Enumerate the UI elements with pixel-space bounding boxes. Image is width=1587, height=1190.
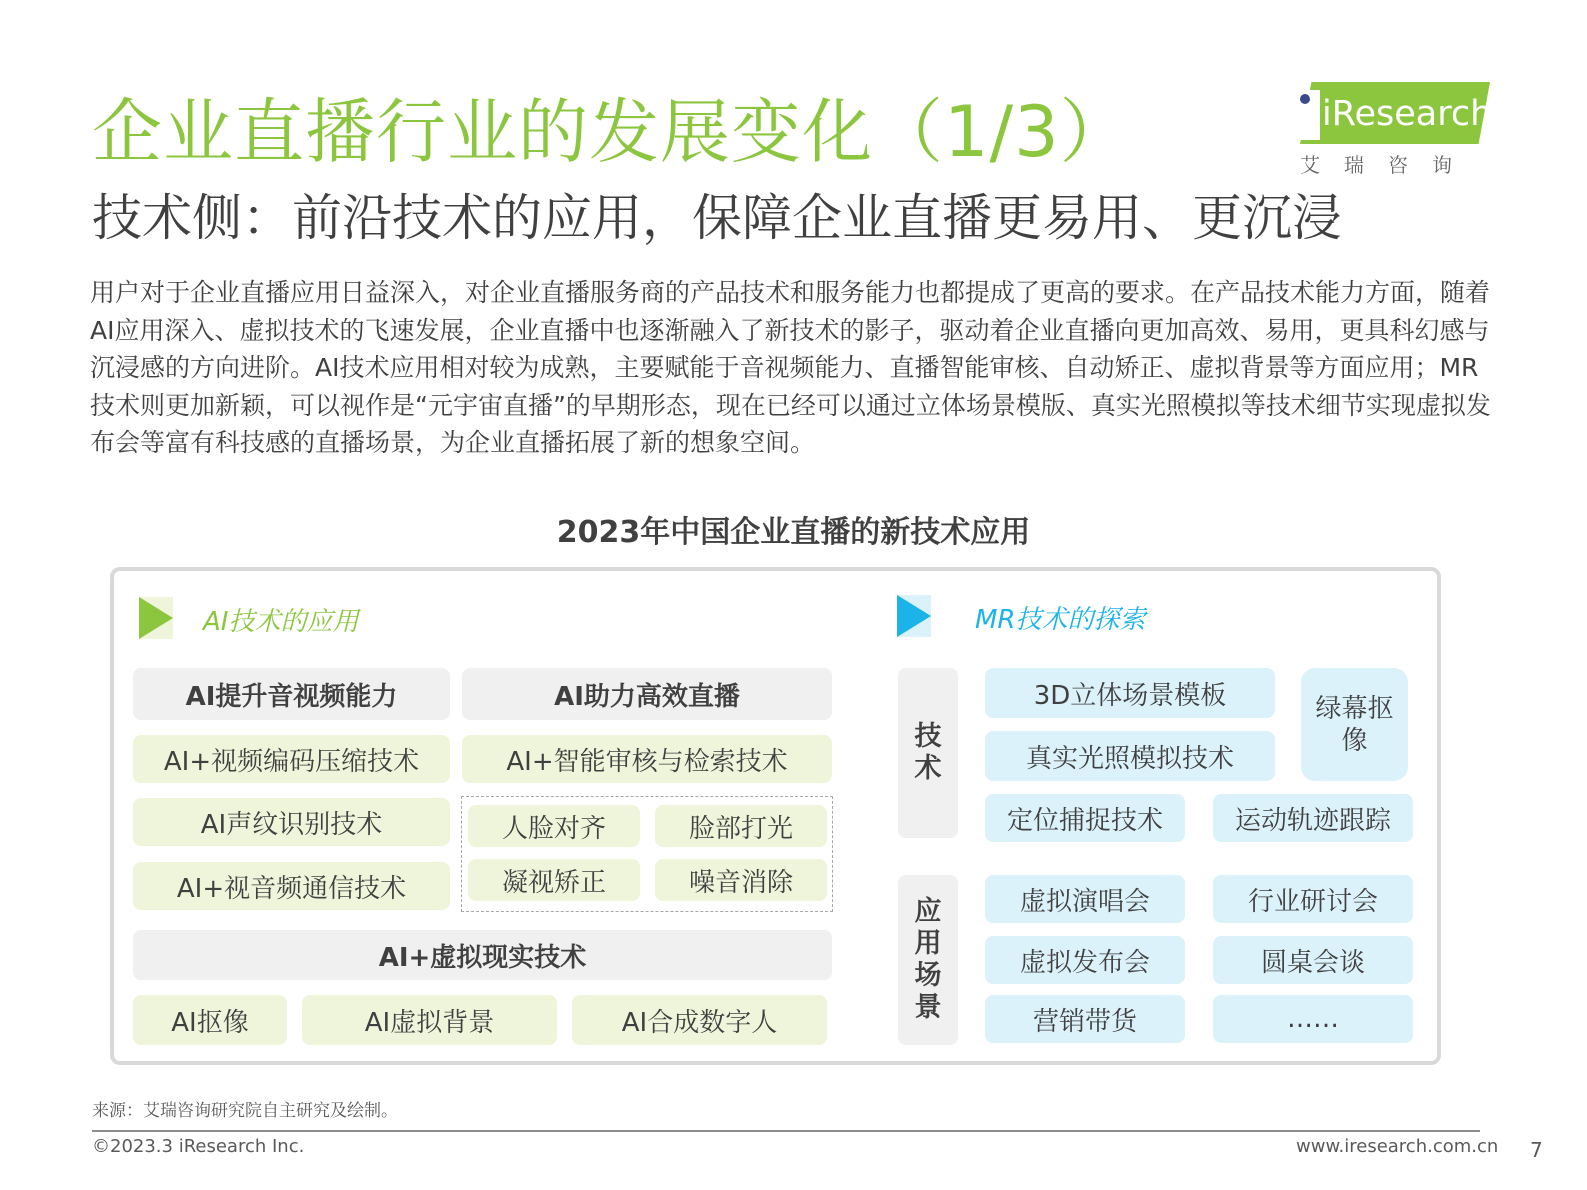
mr-scene-item: 行业研讨会 bbox=[1213, 875, 1413, 923]
ai-col2-item: AI+智能审核与检索技术 bbox=[462, 735, 832, 783]
mr-scene-item: …… bbox=[1213, 995, 1413, 1043]
mr-tech-item: 真实光照模拟技术 bbox=[985, 731, 1275, 781]
ai-col2-grid-item: 凝视矫正 bbox=[468, 859, 640, 901]
source-note: 来源：艾瑞咨询研究院自主研究及绘制。 bbox=[92, 1101, 398, 1121]
ai-col1-item: AI+视音频通信技术 bbox=[133, 862, 450, 910]
logo-brand-text: iResearch bbox=[1322, 94, 1493, 134]
mr-scene-item: 营销带货 bbox=[985, 995, 1185, 1043]
ai-section-arrow-icon bbox=[139, 597, 173, 639]
chart-title: 2023年中国企业直播的新技术应用 bbox=[556, 515, 1031, 550]
ai-section-label: AI技术的应用 bbox=[203, 607, 359, 637]
footer-website: www.iresearch.com.cn bbox=[1296, 1136, 1499, 1157]
page-subtitle: 技术侧：前沿技术的应用，保障企业直播更易用、更沉浸 bbox=[92, 189, 1342, 247]
ai-col1-item: AI声纹识别技术 bbox=[133, 798, 450, 846]
footer-divider bbox=[92, 1130, 1480, 1132]
mr-greenscreen-item: 绿幕抠像 bbox=[1301, 668, 1408, 781]
intro-paragraph: 用户对于企业直播应用日益深入，对企业直播服务商的产品技术和服务能力也都提成了更高的要求。在产品技术能力方面，随着AI应用深入、虚拟技术的飞速发展，企业直播中也逐渐融入了新技术的影子，驱动着企业直播向更加高效、易用，更具科幻感与沉浸感的方向进阶。AI技术应用相对较为成熟，主要赋能于音视频能力、直播智能审核、自动矫正、虚拟背景等方面应用；MR技术则更加新颖，可以视作是“元宇宙直播”的早期形态，现在已经可以通过立体场景模版、真实光照模拟等技术细节实现虚拟发布会等富有科技感的直播场景，为企业直播拓展了新的想象空间。 bbox=[90, 278, 1491, 457]
ai-vr-header: AI+虚拟现实技术 bbox=[133, 930, 832, 980]
mr-tech-item: 定位捕捉技术 bbox=[985, 794, 1185, 842]
ai-col2-grid-item: 噪音消除 bbox=[655, 859, 827, 901]
mr-tech-label: 技术 bbox=[898, 668, 958, 838]
iresearch-logo bbox=[1300, 82, 1495, 182]
ai-col2-header: AI助力高效直播 bbox=[462, 668, 832, 720]
mr-tech-item: 3D立体场景模板 bbox=[985, 668, 1275, 718]
mr-scene-item: 圆桌会谈 bbox=[1213, 936, 1413, 984]
ai-col2-grid-item: 人脸对齐 bbox=[468, 805, 640, 847]
page-number: 7 bbox=[1530, 1138, 1543, 1162]
mr-scene-label: 应用场景 bbox=[898, 875, 958, 1045]
logo-cn-text: 艾瑞咨询 bbox=[1300, 153, 1476, 177]
mr-section-label: MR技术的探索 bbox=[975, 605, 1146, 635]
mr-section-arrow-icon bbox=[897, 595, 931, 637]
ai-col1-item: AI+视频编码压缩技术 bbox=[133, 735, 450, 783]
ai-vr-item: AI合成数字人 bbox=[572, 995, 827, 1045]
ai-col2-grid-item: 脸部打光 bbox=[655, 805, 827, 847]
mr-scene-item: 虚拟发布会 bbox=[985, 936, 1185, 984]
mr-scene-item: 虚拟演唱会 bbox=[985, 875, 1185, 923]
logo-i-mark bbox=[1298, 90, 1320, 140]
footer-copyright: ©2023.3 iResearch Inc. bbox=[92, 1136, 305, 1157]
ai-vr-item: AI虚拟背景 bbox=[302, 995, 557, 1045]
page-title: 企业直播行业的发展变化（1/3） bbox=[92, 91, 1131, 173]
ai-vr-item: AI抠像 bbox=[133, 995, 287, 1045]
mr-tech-item: 运动轨迹跟踪 bbox=[1213, 794, 1413, 842]
ai-col1-header: AI提升音视频能力 bbox=[133, 668, 450, 720]
